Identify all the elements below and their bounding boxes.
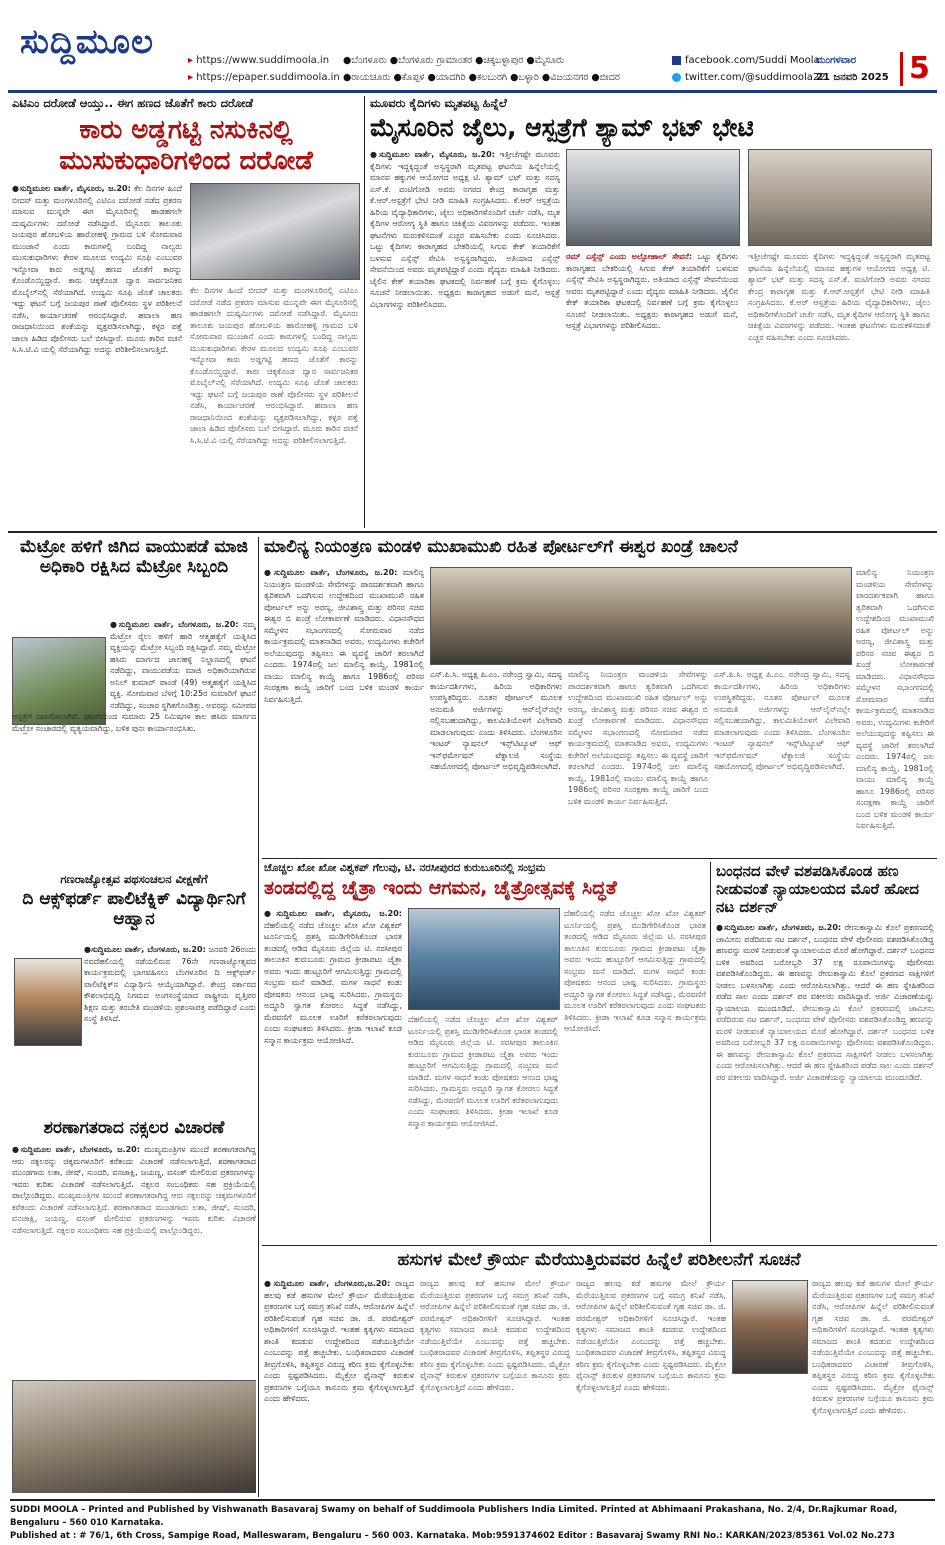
row-divider bbox=[262, 858, 937, 859]
story-headline: ಶರಣಾಗತರಾದ ನಕ್ಸಲರ ವಿಚಾರಣೆ bbox=[43, 1118, 225, 1138]
column-divider bbox=[710, 862, 711, 1242]
dateline bbox=[816, 52, 889, 86]
story-body: ●ಸುದ್ದಿಮೂಲ ವಾರ್ತೆ, ಬೆಂಗಳೂರು, ಜ.20: ಮುಖ್ಯಮಂತ್ರಿಗಳ ಮುಂದೆ ಶರಣಾಗತರಾಗಿದ್ದ ಆರು ನಕ್ಸಲರನ್ನು ಚಿಕ್ಕಮಗಳೂರಿಗೆ ಕರೆತಂದು ವಿಚಾರಣೆ ನಡೆಸಲಾಗುತ್ತಿದೆ. ಶರಣಾಗತರಾದ ಮುಂಡಗಾರು ಲತಾ, ಜೀಷ್, ಸುಂದರಿ, ವನಜಾಕ್ಷಿ, ಜಯಣ್ಣ, ವಸಂತ್ ಮೇಲಿರುವ ಪ್ರಕರಣಗಳನ್ನು ಇವರು ಕುರಿತು ವಿಚಾರಣೆ ನಡೆಸಲಾಗುತ್ತಿದೆ. ನಕ್ಸಲರ ಸಂಬಂಧಿಕರು ಸಹ ಪ್ರಕ್ರಿಯೆಯಲ್ಲಿ ಪಾಲ್ಗೊಂಡಿದ್ದರು. ಮುಖ್ಯಮಂತ್ರಿಗಳ ಮುಂದೆ ಶರಣಾಗತರಾಗಿದ್ದ ಆರು ನಕ್ಸಲರನ್ನು ಚಿಕ್ಕಮಗಳೂರಿಗೆ ಕರೆತಂದು ವಿಚಾರಣೆ ನಡೆಸಲಾಗುತ್ತಿದೆ. ಶರಣಾಗತರಾದ ಮುಂಡಗಾರು ಲತಾ, ಜೀಷ್, ಸುಂದರಿ, ವನಜಾಕ್ಷಿ, ಜಯಣ್ಣ, ವಸಂತ್ ಮೇಲಿರುವ ಪ್ರಕರಣಗಳನ್ನು ಇವರು ಕುರಿತು ವಿಚಾರಣೆ ನಡೆಸಲಾಗುತ್ತಿದೆ. ನಕ್ಸಲರ ಸಂಬಂಧಿಕರು ಸಹ ಪ್ರಕ್ರಿಯೆಯಲ್ಲಿ ಪಾಲ್ಗೊಂಡಿದ್ದರು. bbox=[12, 1145, 256, 1235]
car-photo bbox=[190, 183, 360, 280]
story-byline: ●ಸುದ್ದಿಮೂಲ ವಾರ್ತೆ, ಬೆಂಗಳೂರು, ಜ.20: bbox=[264, 568, 398, 577]
edition-sections bbox=[343, 52, 620, 86]
column-divider bbox=[364, 96, 365, 528]
story-body: ●ಸುದ್ದಿಮೂಲ ವಾರ್ತೆ, ಬೆಂಗಳೂರು, ಜ.20: ರೇಣುಕಾಸ್ವಾಮಿ ಕೊಲೆ ಪ್ರಕರಣದಲ್ಲಿ ಜಾಮೀನು ಪಡೆದಿರುವ ನಟ ದರ್ಶನ್, ಬಂಧನದ ವೇಳೆ ಪೊಲೀಸರು ವಶಪಡಿಸಿಕೊಂಡಿದ್ದ ಹಣವನ್ನು ಮರಳಿ ನೀಡುವಂತೆ ನ್ಯಾಯಾಲಯದ ಮೊರೆ ಹೋಗಿದ್ದಾರೆ. ದರ್ಶನ್ ಬಂಧನದ ಬಳಿಕ ಅವರಿಂದ ಬರೋಬ್ಬರಿ 37 ಲಕ್ಷ ರೂಪಾಯಿಗಳನ್ನು ಪೊಲೀಸರು ವಶಪಡಿಸಿಕೊಂಡಿದ್ದರು. ಈ ಹಣವನ್ನು ರೇಣುಕಾಸ್ವಾಮಿ ಕೊಲೆ ಪ್ರಕರಣದ ಸಾಕ್ಷಿಗಳಿಗೆ ನೀಡಲು ಬಳಸಲಾಗಿತ್ತು ಎಂದು ಆರೋಪಿಸಲಾಗಿತ್ತು. ಆದರೆ ಈ ಹಣ ಸ್ನೇಹಿತರಿಂದ ಪಡೆದ ಸಾಲ ಎಂದು ದರ್ಶನ್ ಪರ ವಕೀಲರು ವಾದಿಸಿದ್ದಾರೆ. ಅರ್ಜಿ ವಿಚಾರಣೆಯನ್ನು ನ್ಯಾಯಾಲಯ ಮುಂದೂಡಿದೆ. ರೇಣುಕಾಸ್ವಾಮಿ ಕೊಲೆ ಪ್ರಕರಣದಲ್ಲಿ ಜಾಮೀನು ಪಡೆದಿರುವ ನಟ ದರ್ಶನ್, ಬಂಧನದ ವೇಳೆ ಪೊಲೀಸರು ವಶಪಡಿಸಿಕೊಂಡಿದ್ದ ಹಣವನ್ನು ಮರಳಿ ನೀಡುವಂತೆ ನ್ಯಾಯಾಲಯದ ಮೊರೆ ಹೋಗಿದ್ದಾರೆ. ದರ್ಶನ್ ಬಂಧನದ ಬಳಿಕ ಅವರಿಂದ ಬರೋಬ್ಬರಿ 37 ಲಕ್ಷ ರೂಪಾಯಿಗಳನ್ನು ಪೊಲೀಸರು ವಶಪಡಿಸಿಕೊಂಡಿದ್ದರು. ಈ ಹಣವನ್ನು ರೇಣುಕಾಸ್ವಾಮಿ ಕೊಲೆ ಪ್ರಕರಣದ ಸಾಕ್ಷಿಗಳಿಗೆ ನೀಡಲು ಬಳಸಲಾಗಿತ್ತು ಎಂದು ಆರೋಪಿಸಲಾಗಿತ್ತು. ಆದರೆ ಈ ಹಣ ಸ್ನೇಹಿತರಿಂದ ಪಡೆದ ಸಾಲ ಎಂದು ದರ್ಶನ್ ಪರ ವಕೀಲರು ವಾದಿಸಿದ್ದಾರೆ. ಅರ್ಜಿ ವಿಚಾರಣೆಯನ್ನು ನ್ಯಾಯಾಲಯ ಮುಂದೂಡಿದೆ. bbox=[716, 923, 934, 1082]
story-headline: ಕಾರು ಅಡ್ಡಗಟ್ಟಿ ನಸುಕಿನಲ್ಲಿ ಮುಸುಕುಧಾರಿಗಳಿಂದ ದರೋಡೆ bbox=[59, 115, 313, 177]
weekday: ಮಂಗಳವಾರ bbox=[816, 55, 857, 66]
story-body-3: ರಾಜ್ಯದ ಹಲವು ಕಡೆ ಹಸುಗಳ ಮೇಲೆ ಕ್ರೌರ್ಯ ಮೆರೆಯುತ್ತಿರುವ ಪ್ರಕರಣಗಳ ಬಗ್ಗೆ ಸಮಗ್ರ ತನಿಖೆ ನಡೆಸಿ, ಆರೋಪಿಗಳ ಹಿನ್ನೆಲೆ ಪರಿಶೀಲಿಸುವಂತೆ ಗೃಹ ಸಚಿವ ಡಾ. ಜಿ. ಪರಮೇಶ್ವರ್ ಅಧಿಕಾರಿಗಳಿಗೆ ಸೂಚಿಸಿದ್ದಾರೆ. ಇಂತಹ ಕೃತ್ಯಗಳು ಸಮಾಜದ ಶಾಂತಿ ಕದಡುವ ಉದ್ದೇಶದಿಂದ ನಡೆಯುತ್ತಿವೆಯೇ ಎಂಬುದನ್ನು ಪತ್ತೆ ಹಚ್ಚಬೇಕು. ಬಂಧಿತರಾದವರ ವಿಚಾರಣೆ ತೀವ್ರಗೊಳಿಸಿ, ತಪ್ಪಿತಸ್ಥರ ವಿರುದ್ಧ ಕಠಿಣ ಕ್ರಮ ಕೈಗೊಳ್ಳಬೇಕು ಎಂದು ಸ್ಪಷ್ಟಪಡಿಸಿದರು. ಮೈಕ್ರೋ ಫೈನಾನ್ಸ್ ಕಿರುಕುಳ ಪ್ರಕರಣಗಳ ಬಗ್ಗೆಯೂ ಕಾನೂನು ಕ್ರಮ ಕೈಗೊಳ್ಳಲಾಗುತ್ತಿದೆ ಎಂದು ಹೇಳಿದರು. bbox=[576, 1279, 726, 1392]
story-body bbox=[12, 619, 256, 867]
story-body-5: ಮಾಲಿನ್ಯ ನಿಯಂತ್ರಣ ಮಂಡಳಿಯ ಸೇವೆಗಳನ್ನು ಪಾರದರ್ಶಕವಾಗಿ ಹಾಗೂ ತ್ವರಿತವಾಗಿ ಒದಗಿಸುವ ಉದ್ದೇಶದಿಂದ ಮುಖಾಮುಖಿ ರಹಿತ ಪೋರ್ಟಲ್ ಅನ್ನು ಅರಣ್ಯ, ಜೀವಿಶಾಸ್ತ್ರ ಮತ್ತು ಪರಿಸರ ಸಚಿವ ಈಶ್ವರ ಬಿ ಖಂಡ್ರೆ ಲೋಕಾರ್ಪಣೆ ಮಾಡಿದರು. ವಿಧಾನಸೌಧದ ಸಮ್ಮೇಳನ ಸಭಾಂಗಣದಲ್ಲಿ ಸೋಮವಾರ ನಡೆದ ಕಾರ್ಯಕ್ರಮದಲ್ಲಿ ಮಾತನಾಡಿದ ಅವರು, ಉದ್ಯಮಿಗಳು ಕಚೇರಿಗೆ ಅಲೆಯುವುದನ್ನು ತಪ್ಪಿಸಲು ಈ ವ್ಯವಸ್ಥೆ ಜಾರಿಗೆ ತರಲಾಗಿದೆ ಎಂದರು. 1974ರಲ್ಲಿ ಜಲ ಮಾಲಿನ್ಯ ಕಾಯ್ದೆ, 1981ರಲ್ಲಿ ವಾಯು ಮಾಲಿನ್ಯ ಕಾಯ್ದೆ ಹಾಗೂ 1986ರಲ್ಲಿ ಪರಿಸರ ಸಂರಕ್ಷಣಾ ಕಾಯ್ದೆ ಜಾರಿಗೆ ಬಂದ ಬಳಿಕ ಮಂಡಳಿ ಕಾರ್ಯ ನಿರ್ವಹಿಸುತ್ತಿದೆ. bbox=[856, 568, 934, 830]
story-kicker: ಚೊಚ್ಚಲ ಖೋ ಖೋ ವಿಶ್ವಕಪ್ ಗೆಲುವು, ಟಿ. ನರಸೀಪುರದ ಕುರುಬೂರಿನಲ್ಲಿ ಸಂಭ್ರಮ bbox=[264, 862, 546, 874]
date: 21 ಜನವರಿ 2025 bbox=[816, 72, 889, 83]
facebook-icon bbox=[672, 56, 681, 65]
story-metro-rescue bbox=[12, 537, 256, 867]
story-byline: ●ಸುದ್ದಿಮೂಲ ವಾರ್ತೆ, ಮೈಸೂರು, ಜ.20: bbox=[12, 184, 131, 194]
jail-visit-photo bbox=[566, 149, 740, 246]
story-oxford-polytechnic bbox=[12, 872, 256, 1112]
story-body-2: ರಾಜ್ಯದ ಹಲವು ಕಡೆ ಹಸುಗಳ ಮೇಲೆ ಕ್ರೌರ್ಯ ಮೆರೆಯುತ್ತಿರುವ ಪ್ರಕರಣಗಳ ಬಗ್ಗೆ ಸಮಗ್ರ ತನಿಖೆ ನಡೆಸಿ, ಆರೋಪಿಗಳ ಹಿನ್ನೆಲೆ ಪರಿಶೀಲಿಸುವಂತೆ ಗೃಹ ಸಚಿವ ಡಾ. ಜಿ. ಪರಮೇಶ್ವರ್ ಅಧಿಕಾರಿಗಳಿಗೆ ಸೂಚಿಸಿದ್ದಾರೆ. ಇಂತಹ ಕೃತ್ಯಗಳು ಸಮಾಜದ ಶಾಂತಿ ಕದಡುವ ಉದ್ದೇಶದಿಂದ ನಡೆಯುತ್ತಿವೆಯೇ ಎಂಬುದನ್ನು ಪತ್ತೆ ಹಚ್ಚಬೇಕು. ಬಂಧಿತರಾದವರ ವಿಚಾರಣೆ ತೀವ್ರಗೊಳಿಸಿ, ತಪ್ಪಿತಸ್ಥರ ವಿರುದ್ಧ ಕಠಿಣ ಕ್ರಮ ಕೈಗೊಳ್ಳಬೇಕು ಎಂದು ಸ್ಪಷ್ಟಪಡಿಸಿದರು. ಮೈಕ್ರೋ ಫೈನಾನ್ಸ್ ಕಿರುಕುಳ ಪ್ರಕರಣಗಳ ಬಗ್ಗೆಯೂ ಕಾನೂನು ಕ್ರಮ ಕೈಗೊಳ್ಳಲಾಗುತ್ತಿದೆ ಎಂದು ಹೇಳಿದರು. bbox=[420, 1279, 570, 1392]
story-body-3: ದೆಹಲಿಯಲ್ಲಿ ನಡೆದ ಚೊಚ್ಚಲ ಖೋ ಖೋ ವಿಶ್ವಕಪ್ ಟೂರ್ನಿಯಲ್ಲಿ ಪ್ರಶಸ್ತಿ ಮುಡಿಗೇರಿಸಿಕೊಂಡ ಭಾರತ ತಂಡದಲ್ಲಿ ಆಡಿದ ಮೈಸೂರು ಜಿಲ್ಲೆಯ ಟಿ. ನರಸೀಪುರ ತಾಲೂಕಿನ ಕುರುಬೂರು ಗ್ರಾಮದ ಕ್ರೀಡಾಪಟು ಚೈತ್ರಾ ಅವರು ಇಂದು ಹುಟ್ಟೂರಿಗೆ ಆಗಮಿಸುತ್ತಿದ್ದು ಗ್ರಾಮದಲ್ಲಿ ಸಂಭ್ರಮ ಮನೆ ಮಾಡಿದೆ. ಮಗಳ ಸಾಧನೆ ಕಂಡು ಪೋಷಕರು ಆನಂದ ಭಾಷ್ಪ ಸುರಿಸಿದರು. ಗ್ರಾಮಸ್ಥರು ಅದ್ಧೂರಿ ಸ್ವಾಗತ ಕೋರಲು ಸಿದ್ಧತೆ ನಡೆಸಿದ್ದು, ಮೆರವಣಿಗೆ ಮೂಲಕ ಊರಿಗೆ ಕರೆತರಲಾಗುವುದು ಎಂದು ಸಂಘಟಕರು ತಿಳಿಸಿದರು. ಕ್ರೀಡಾ ಇಲಾಖೆ ಕೂಡ ಸನ್ಮಾನ ಕಾರ್ಯಕ್ರಮ ಆಯೋಜಿಸಿದೆ. bbox=[564, 909, 706, 1033]
website-links bbox=[188, 52, 340, 86]
story-naxal-surrender bbox=[12, 1118, 256, 1493]
imprint-line-1: SUDDI MOOLA – Printed and Published by Vishwanath Basavaraj Swamy on behalf of Suddimoola Publishers India Limited. Printed at Abhimaani Prakashana, No. 2/4, Dr.Rajkumar Road, Bengaluru – 560 010 Karnataka. bbox=[10, 1505, 898, 1528]
subhead: ರಮ್ ಎಸ್ಸೆನ್ಸ್ ಎಂದು ಅಲ್ಪೋಹಾಲ್ ಸೇವನೆ: bbox=[566, 252, 693, 261]
story-continuation: ಕೆಲ ದಿನಗಳ ಹಿಂದೆ ಬೀದರ್ ಮತ್ತು ಮಂಗಳೂರಿನಲ್ಲಿ ಎಟಿಎಂ ದರೋಡೆ ನಡೆದ ಪ್ರಕರಣ ಮಾಸುವ ಮುನ್ನವೇ ಈಗ ಮೈಸೂರಿನಲ್ಲಿ ಹಾಡಹಗಲೇ ದುಷ್ಕರ್ಮಿಗಳು ದರೋಡೆ ನಡೆಸಿದ್ದಾರೆ. ಮೈಸೂರು ತಾಲೂಕು ಜಯಪುರ ಹೋಬಳಿಯ ಹಾರೋಹಳ್ಳಿ ಗ್ರಾಮದ ಬಳಿ ಸೋಮವಾರ ಮುಂಜಾನೆ ಎಂದು ಕಾರುಗಳಲ್ಲಿ ಬಂದಿದ್ದ ನಾಲ್ವರು ಮುಸುಕುಧಾರಿಗಳು ಕೇರಳ ಮೂಲದ ಉದ್ಯಮಿ ಸೂಫಿ ಎಂಬುವರ ಇನ್ನೋವಾ ಕಾರು ಅಡ್ಡಗಟ್ಟಿ ಹಣದ ಜೊತೆಗೆ ಕಾರನ್ನು ಕೊಂಡೊಯ್ದಿದ್ದಾರೆ. ಕಾರು ಚಿಕ್ಕಕೊಂಡ ದ್ವಾರ ಸಾರ್ವಜನಿಕರ ಮೊಬೈಲ್‌ನಲ್ಲಿ ಸೆರೆಯಾಗಿದೆ. ಉದ್ಯಮಿ ಸೂಫಿ ಜೊತೆ ಚಾಲಕರು ಇದ್ದು ಘಟನೆ ಬಗ್ಗೆ ಜಯಪುರ ಠಾಣೆ ಪೊಲೀಸರು ಸ್ಥಳ ಪರಿಶೀಲನೆ ನಡೆಸಿ, ಕಾರ್ಯಾಚರಣೆ ಆರಂಭಿಸಿದ್ದಾರೆ. ಹವಾಲಾ ಹಣ ರಾಜಧಾನಿಯಿಂದ ಶಂಕೆಯನ್ನು ವ್ಯಕ್ತಪಡಿಸಲಾಗಿದ್ದು, ಕಳ್ಳರ ಪತ್ತೆ ಜಾಲಾ ಹಿಡಿದ ಪೊಲೀಸರು ಬಲೆ ಬೀಸಿದ್ದಾರೆ. ಮೂರು ಕಾರಿನ ರಚನೆ ಸಿ.ಸಿ.ಟಿ.ವಿ ಯಲ್ಲಿ ಸೆರೆಯಾಗಿದ್ದು ಅದನ್ನು ಪರಿಶೀಲಿಸಲಾಗುತ್ತಿದೆ. bbox=[190, 286, 358, 445]
story-body-2: ದೆಹಲಿಯಲ್ಲಿ ನಡೆದ ಚೊಚ್ಚಲ ಖೋ ಖೋ ವಿಶ್ವಕಪ್ ಟೂರ್ನಿಯಲ್ಲಿ ಪ್ರಶಸ್ತಿ ಮುಡಿಗೇರಿಸಿಕೊಂಡ ಭಾರತ ತಂಡದಲ್ಲಿ ಆಡಿದ ಮೈಸೂರು ಜಿಲ್ಲೆಯ ಟಿ. ನರಸೀಪುರ ತಾಲೂಕಿನ ಕುರುಬೂರು ಗ್ರಾಮದ ಕ್ರೀಡಾಪಟು ಚೈತ್ರಾ ಅವರು ಇಂದು ಹುಟ್ಟೂರಿಗೆ ಆಗಮಿಸುತ್ತಿದ್ದು ಗ್ರಾಮದಲ್ಲಿ ಸಂಭ್ರಮ ಮನೆ ಮಾಡಿದೆ. ಮಗಳ ಸಾಧನೆ ಕಂಡು ಪೋಷಕರು ಆನಂದ ಭಾಷ್ಪ ಸುರಿಸಿದರು. ಗ್ರಾಮಸ್ಥರು ಅದ್ಧೂರಿ ಸ್ವಾಗತ ಕೋರಲು ಸಿದ್ಧತೆ ನಡೆಸಿದ್ದು, ಮೆರವಣಿಗೆ ಮೂಲಕ ಊರಿಗೆ ಕರೆತರಲಾಗುವುದು ಎಂದು ಸಂಘಟಕರು ತಿಳಿಸಿದರು. ಕ್ರೀಡಾ ಇಲಾಖೆ ಕೂಡ ಸನ್ಮಾನ ಕಾರ್ಯಕ್ರಮ ಆಯೋಜಿಸಿದೆ. bbox=[408, 1015, 558, 1128]
story-body-4: ಎಸ್.ಪಿ.ಸಿ. ಅಧ್ಯಕ್ಷ ಪಿ.ಎಂ. ನರೇಂದ್ರ ಸ್ವಾಮಿ, ಸದಸ್ಯ ಕಾರ್ಯದರ್ಶಿಗಳು, ಹಿರಿಯ ಅಧಿಕಾರಿಗಳು ಉಪಸ್ಥಿತರಿದ್ದರು. ನೂತನ ಪೋರ್ಟಲ್ ಮೂಲಕ ಅನುಮತಿ ಅರ್ಜಿಗಳನ್ನು ಆನ್‌ಲೈನ್‌ನಲ್ಲೇ ಸಲ್ಲಿಸಬಹುದಾಗಿದ್ದು, ಕಾಲಮಿತಿಯೊಳಗೆ ವಿಲೇವಾರಿ ಮಾಡಲಾಗುವುದು ಎಂದು ತಿಳಿಸಿದರು. ಬೆಂಗಳೂರಿನ ಇಂಟರ್ ನ್ಯಾಷನಲ್ ಇನ್ಸ್‌ಟಿಟ್ಯೂಟ್ ಆಫ್ ಇನ್‌ಫರ್ಮೇಷನ್ ಟೆಕ್ನಾಲಜಿ ಸಂಸ್ಥೆಯ ಸಹಯೋಗದಲ್ಲಿ ಪೋರ್ಟಲ್ ಅಭಿವೃದ್ಧಿಪಡಿಸಲಾಗಿದೆ. bbox=[714, 670, 850, 771]
story-body bbox=[264, 1278, 414, 1496]
naxal-photo bbox=[12, 1380, 256, 1493]
story-byline: ●ಸುದ್ದಿಮೂಲ ವಾರ್ತೆ, ಬೆಂಗಳೂರು, ಜ.20: bbox=[12, 1145, 140, 1155]
story-chaitra-kho-kho bbox=[264, 862, 706, 1242]
page-number: 5 bbox=[900, 52, 930, 86]
story-body bbox=[264, 908, 402, 1242]
column-divider bbox=[258, 537, 259, 1497]
story-text: ಮುಖ್ಯಮಂತ್ರಿಗಳ ಮುಂದೆ ಶರಣಾಗತರಾಗಿದ್ದ ಆರು ನಕ್ಸಲರನ್ನು ಚಿಕ್ಕಮಗಳೂರಿಗೆ ಕರೆತಂದು ವಿಚಾರಣೆ ನಡೆಸಲಾಗುತ್ತಿದೆ. ಶರಣಾಗತರಾದ ಮುಂಡಗಾರು ಲತಾ, ಜೀಷ್, ಸುಂದರಿ, ವನಜಾಕ್ಷಿ, ಜಯಣ್ಣ, ವಸಂತ್ ಮೇಲಿರುವ ಪ್ರಕರಣಗಳನ್ನು ಇವರು ಕುರಿತು ವಿಚಾರಣೆ ನಡೆಸಲಾಗುತ್ತಿದೆ. ನಕ್ಸಲರ ಸಂಬಂಧಿಕರು ಸಹ ಪ್ರಕ್ರಿಯೆಯಲ್ಲಿ ಪಾಲ್ಗೊಂಡಿದ್ದರು. bbox=[12, 1145, 256, 1201]
twitter-icon bbox=[672, 73, 681, 82]
story-byline: ●ಸುದ್ದಿಮೂಲ ವಾರ್ತೆ, ಬೆಂಗಳೂರು,ಜ.20: bbox=[264, 1279, 391, 1288]
story-byline: ●ಸುದ್ದಿಮೂಲ ವಾರ್ತೆ, ಮೈಸೂರು, ಜ.20: bbox=[264, 909, 402, 918]
story-text: ನಮ್ಮ ಮೆಟ್ರೋ ರೈಲು ಹಳಿಗೆ ಹಾರಿ ಆತ್ಮಹತ್ಯೆಗೆ ಯತ್ನಿಸಿದ ವ್ಯಕ್ತಿಯನ್ನು ಮೆಟ್ರೋ ಸಿಬ್ಬಂದಿ ರಕ್ಷಿಸಿದ್ದಾರೆ. ನಮ್ಮ ಮೆಟ್ರೋ ಹಸಿರು ಮಾರ್ಗದ ಜಾಲಹಳ್ಳಿ ನಿಲ್ದಾಣದಲ್ಲಿ ಘಟನೆ ನಡೆದಿದ್ದು, ವಾಯುಪಡೆಯ ಮಾಜಿ ಅಧಿಕಾರಿಯಾಗಿರುವ ಅನಿಲ್ ಕುಮಾರ್ ಪಾಂಡೆ (49) ಆತ್ಮಹತ್ಯೆಗೆ ಯತ್ನಿಸಿದ ವ್ಯಕ್ತಿ. ಸೋಮವಾರ ಬೆಳಗ್ಗೆ 10:25ರ ಸುಮಾರಿಗೆ ಘಟನೆ ನಡೆದಿದ್ದು, ಸಂಚಾರ ಸ್ಥಗಿತಗೊಂಡಿತ್ತು. ಅವರನ್ನು ಸಮೀಪದ ಆಸ್ಪತ್ರೆಗೆ ದಾಖಲಿಸಲಾಗಿದೆ. ಘಟನೆಯಿಂದ ಸುಮಾರು 25 ನಿಮಿಷಗಳ ಕಾಲ ಹಸಿರು ಮಾರ್ಗದ ಮೆಟ್ರೋ ಸಂಚಾರದಲ್ಲಿ ವ್ಯತ್ಯಯವಾಗಿದ್ದು, ಬಳಿಕ ಪುನಃ ಕಾರ್ಯಾರಂಭಿಸಿತು. bbox=[12, 620, 256, 733]
twitter-link[interactable]: twitter.com/@suddimoola22 bbox=[685, 72, 826, 83]
row-divider bbox=[262, 1245, 937, 1246]
story-byline: ●ಸುದ್ದಿಮೂಲ ವಾರ್ತೆ, ಬೆಂಗಳೂರು, ಜ.20: bbox=[84, 945, 206, 954]
minister-photo bbox=[732, 1280, 808, 1374]
sections-row-2: ●ರಾಯಚೂರು ●ಕೊಪ್ಪಳ ●ಯಾದಗಿರಿ ●ಕಲಬುರಗಿ ●ಬಳ್ಳಾರಿ ●ವಿಜಯನಗರ ●ಬೀದರ bbox=[343, 72, 620, 83]
story-text: ದೆಹಲಿಯಲ್ಲಿ ನಡೆದ ಚೊಚ್ಚಲ ಖೋ ಖೋ ವಿಶ್ವಕಪ್ ಟೂರ್ನಿಯಲ್ಲಿ ಪ್ರಶಸ್ತಿ ಮುಡಿಗೇರಿಸಿಕೊಂಡ ಭಾರತ ತಂಡದಲ್ಲಿ ಆಡಿದ ಮೈಸೂರು ಜಿಲ್ಲೆಯ ಟಿ. ನರಸೀಪುರ ತಾಲೂಕಿನ ಕುರುಬೂರು ಗ್ರಾಮದ ಕ್ರೀಡಾಪಟು ಚೈತ್ರಾ ಅವರು ಇಂದು ಹುಟ್ಟೂರಿಗೆ ಆಗಮಿಸುತ್ತಿದ್ದು ಗ್ರಾಮದಲ್ಲಿ ಸಂಭ್ರಮ ಮನೆ ಮಾಡಿದೆ. ಮಗಳ ಸಾಧನೆ ಕಂಡು ಪೋಷಕರು ಆನಂದ ಭಾಷ್ಪ ಸುರಿಸಿದರು. ಗ್ರಾಮಸ್ಥರು ಅದ್ಧೂರಿ ಸ್ವಾಗತ ಕೋರಲು ಸಿದ್ಧತೆ ನಡೆಸಿದ್ದು, ಮೆರವಣಿಗೆ ಮೂಲಕ ಊರಿಗೆ ಕರೆತರಲಾಗುವುದು ಎಂದು ಸಂಘಟಕರು ತಿಳಿಸಿದರು. ಕ್ರೀಡಾ ಇಲಾಖೆ ಕೂಡ ಸನ್ಮಾನ ಕಾರ್ಯಕ್ರಮ ಆಯೋಜಿಸಿದೆ. bbox=[264, 920, 402, 1045]
story-byline: ●ಸುದ್ದಿಮೂಲ ವಾರ್ತೆ, ಬೆಂಗಳೂರು, ಜ.20: bbox=[716, 923, 842, 932]
sections-row-1: ●ಬೆಂಗಳೂರು ●ಬೆಂಗಳೂರು ಗ್ರಾಮಾಂತರ ●ಚಿಕ್ಕಬಳ್ಳಾಪುರ ●ಮೈಸೂರು bbox=[343, 55, 565, 66]
epaper-link[interactable]: ▸ https://epaper.suddimoola.in bbox=[188, 69, 340, 86]
newspaper-logo: ಸುದ್ದಿಮೂಲ bbox=[20, 22, 154, 62]
story-byline: ●ಸುದ್ದಿಮೂಲ ವಾರ್ತೆ, ಮೈಸೂರು, ಜ.20: bbox=[370, 150, 495, 159]
story-body-2: ಎಸ್.ಪಿ.ಸಿ. ಅಧ್ಯಕ್ಷ ಪಿ.ಎಂ. ನರೇಂದ್ರ ಸ್ವಾಮಿ, ಸದಸ್ಯ ಕಾರ್ಯದರ್ಶಿಗಳು, ಹಿರಿಯ ಅಧಿಕಾರಿಗಳು ಉಪಸ್ಥಿತರಿದ್ದರು. ನೂತನ ಪೋರ್ಟಲ್ ಮೂಲಕ ಅನುಮತಿ ಅರ್ಜಿಗಳನ್ನು ಆನ್‌ಲೈನ್‌ನಲ್ಲೇ ಸಲ್ಲಿಸಬಹುದಾಗಿದ್ದು, ಕಾಲಮಿತಿಯೊಳಗೆ ವಿಲೇವಾರಿ ಮಾಡಲಾಗುವುದು ಎಂದು ತಿಳಿಸಿದರು. ಬೆಂಗಳೂರಿನ ಇಂಟರ್ ನ್ಯಾಷನಲ್ ಇನ್ಸ್‌ಟಿಟ್ಯೂಟ್ ಆಫ್ ಇನ್‌ಫರ್ಮೇಷನ್ ಟೆಕ್ನಾಲಜಿ ಸಂಸ್ಥೆಯ ಸಹಯೋಗದಲ್ಲಿ ಪೋರ್ಟಲ್ ಅಭಿವೃದ್ಧಿಪಡಿಸಲಾಗಿದೆ. bbox=[430, 670, 562, 771]
facebook-link[interactable]: facebook.com/Suddi Moola bbox=[685, 55, 820, 66]
website-link[interactable]: ▸ https://www.suddimoola.in bbox=[188, 52, 340, 69]
story-kicker: ಮೂವರು ಕೈದಿಗಳು ಮೃತಪಟ್ಟ ಹಿನ್ನೆಲೆ bbox=[370, 96, 507, 110]
hospital-visit-photo bbox=[748, 149, 932, 246]
story-jail-visit bbox=[370, 96, 934, 528]
story-headline: ತಂಡದಲ್ಲಿದ್ದ ಚೈತ್ರಾ ಇಂದು ಆಗಮನ, ಚೈತ್ರೋತ್ಸವಕ್ಕೆ ಸಿದ್ಧತೆ bbox=[264, 877, 617, 899]
story-body-3: ಮಾಲಿನ್ಯ ನಿಯಂತ್ರಣ ಮಂಡಳಿಯ ಸೇವೆಗಳನ್ನು ಪಾರದರ್ಶಕವಾಗಿ ಹಾಗೂ ತ್ವರಿತವಾಗಿ ಒದಗಿಸುವ ಉದ್ದೇಶದಿಂದ ಮುಖಾಮುಖಿ ರಹಿತ ಪೋರ್ಟಲ್ ಅನ್ನು ಅರಣ್ಯ, ಜೀವಿಶಾಸ್ತ್ರ ಮತ್ತು ಪರಿಸರ ಸಚಿವ ಈಶ್ವರ ಬಿ ಖಂಡ್ರೆ ಲೋಕಾರ್ಪಣೆ ಮಾಡಿದರು. ವಿಧಾನಸೌಧದ ಸಮ್ಮೇಳನ ಸಭಾಂಗಣದಲ್ಲಿ ಸೋಮವಾರ ನಡೆದ ಕಾರ್ಯಕ್ರಮದಲ್ಲಿ ಮಾತನಾಡಿದ ಅವರು, ಉದ್ಯಮಿಗಳು ಕಚೇರಿಗೆ ಅಲೆಯುವುದನ್ನು ತಪ್ಪಿಸಲು ಈ ವ್ಯವಸ್ಥೆ ಜಾರಿಗೆ ತರಲಾಗಿದೆ ಎಂದರು. 1974ರಲ್ಲಿ ಜಲ ಮಾಲಿನ್ಯ ಕಾಯ್ದೆ, 1981ರಲ್ಲಿ ವಾಯು ಮಾಲಿನ್ಯ ಕಾಯ್ದೆ ಹಾಗೂ 1986ರಲ್ಲಿ ಪರಿಸರ ಸಂರಕ್ಷಣಾ ಕಾಯ್ದೆ ಜಾರಿಗೆ ಬಂದ ಬಳಿಕ ಮಂಡಳಿ ಕಾರ್ಯ ನಿರ್ವಹಿಸುತ್ತಿದೆ. bbox=[568, 670, 708, 806]
story-headline: ಬಂಧನದ ವೇಳೆ ವಶಪಡಿಸಿಕೊಂಡ ಹಣ ನೀಡುವಂತೆ ನ್ಯಾಯಾಲಯದ ಮೊರೆ ಹೋದ ನಟ ದರ್ಶನ್ bbox=[716, 862, 919, 916]
story-body-4: ರಾಜ್ಯದ ಹಲವು ಕಡೆ ಹಸುಗಳ ಮೇಲೆ ಕ್ರೌರ್ಯ ಮೆರೆಯುತ್ತಿರುವ ಪ್ರಕರಣಗಳ ಬಗ್ಗೆ ಸಮಗ್ರ ತನಿಖೆ ನಡೆಸಿ, ಆರೋಪಿಗಳ ಹಿನ್ನೆಲೆ ಪರಿಶೀಲಿಸುವಂತೆ ಗೃಹ ಸಚಿವ ಡಾ. ಜಿ. ಪರಮೇಶ್ವರ್ ಅಧಿಕಾರಿಗಳಿಗೆ ಸೂಚಿಸಿದ್ದಾರೆ. ಇಂತಹ ಕೃತ್ಯಗಳು ಸಮಾಜದ ಶಾಂತಿ ಕದಡುವ ಉದ್ದೇಶದಿಂದ ನಡೆಯುತ್ತಿವೆಯೇ ಎಂಬುದನ್ನು ಪತ್ತೆ ಹಚ್ಚಬೇಕು. ಬಂಧಿತರಾದವರ ವಿಚಾರಣೆ ತೀವ್ರಗೊಳಿಸಿ, ತಪ್ಪಿತಸ್ಥರ ವಿರುದ್ಧ ಕಠಿಣ ಕ್ರಮ ಕೈಗೊಳ್ಳಬೇಕು ಎಂದು ಸ್ಪಷ್ಟಪಡಿಸಿದರು. ಮೈಕ್ರೋ ಫೈನಾನ್ಸ್ ಕಿರುಕುಳ ಪ್ರಕರಣಗಳ ಬಗ್ಗೆಯೂ ಕಾನೂನು ಕ್ರಮ ಕೈಗೊಳ್ಳಲಾಗುತ್ತಿದೆ ಎಂದು ಹೇಳಿದರು. bbox=[812, 1279, 934, 1415]
story-headline: ದಿ ಆಕ್ಸ್‌ಫರ್ಡ್ ಪಾಲಿಟೆಕ್ನಿಕ್ ವಿದ್ಯಾರ್ಥಿನಿಗೆ ಆಹ್ವಾನ bbox=[22, 889, 246, 930]
kho-kho-photo bbox=[408, 908, 560, 1010]
story-text: ಕೆಲ ದಿನಗಳ ಹಿಂದೆ ಬೀದರ್ ಮತ್ತು ಮಂಗಳೂರಿನಲ್ಲಿ ಎಟಿಎಂ ದರೋಡೆ ನಡೆದ ಪ್ರಕರಣ ಮಾಸುವ ಮುನ್ನವೇ ಈಗ ಮೈಸೂರಿನಲ್ಲಿ ಹಾಡಹಗಲೇ ದುಷ್ಕರ್ಮಿಗಳು ದರೋಡೆ ನಡೆಸಿದ್ದಾರೆ. ಮೈಸೂರು ತಾಲೂಕು ಜಯಪುರ ಹೋಬಳಿಯ ಹಾರೋಹಳ್ಳಿ ಗ್ರಾಮದ ಬಳಿ ಸೋಮವಾರ ಮುಂಜಾನೆ ಎಂದು ಕಾರುಗಳಲ್ಲಿ ಬಂದಿದ್ದ ನಾಲ್ವರು ಮುಸುಕುಧಾರಿಗಳು ಕೇರಳ ಮೂಲದ ಉದ್ಯಮಿ ಸೂಫಿ ಎಂಬುವರ ಇನ್ನೋವಾ ಕಾರು ಅಡ್ಡಗಟ್ಟಿ ಹಣದ ಜೊತೆಗೆ ಕಾರನ್ನು ಕೊಂಡೊಯ್ದಿದ್ದಾರೆ. ಕಾರು ಚಿಕ್ಕಕೊಂಡ ದ್ವಾರ ಸಾರ್ವಜನಿಕರ ಮೊಬೈಲ್‌ನಲ್ಲಿ ಸೆರೆಯಾಗಿದೆ. ಉದ್ಯಮಿ ಸೂಫಿ ಜೊತೆ ಚಾಲಕರು ಇದ್ದು ಘಟನೆ ಬಗ್ಗೆ ಜಯಪುರ ಠಾಣೆ ಪೊಲೀಸರು ಸ್ಥಳ ಪರಿಶೀಲನೆ ನಡೆಸಿ, ಕಾರ್ಯಾಚರಣೆ ಆರಂಭಿಸಿದ್ದಾರೆ. ಹವಾಲಾ ಹಣ ರಾಜಧಾನಿಯಿಂದ ಶಂಕೆಯನ್ನು ವ್ಯಕ್ತಪಡಿಸಲಾಗಿದ್ದು, ಕಳ್ಳರ ಪತ್ತೆ ಜಾಲಾ ಹಿಡಿದ ಪೊಲೀಸರು ಬಲೆ ಬೀಸಿದ್ದಾರೆ. ಮೂರು ಕಾರಿನ ರಚನೆ ಸಿ.ಸಿ.ಟಿ.ವಿ ಯಲ್ಲಿ ಸೆರೆಯಾಗಿದ್ದು ಅದನ್ನು ಪರಿಶೀಲಿಸಲಾಗುತ್ತಿದೆ. bbox=[12, 184, 182, 355]
story-headline: ಹಸುಗಳ ಮೇಲೆ ಕ್ರೌರ್ಯ ಮೆರೆಯುತ್ತಿರುವವರ ಹಿನ್ನೆಲೆ ಪರಿಶೀಲನೆಗೆ ಸೂಚನೆ bbox=[397, 1250, 801, 1270]
story-text: ಜನವರಿ 26ರಂದು ನವದೆಹಲಿಯಲ್ಲಿ ನಡೆಯಲಿರುವ 76ನೇ ಗಣರಾಜ್ಯೋತ್ಸವದ ಕಾರ್ಯಕ್ರಮದಲ್ಲಿ ಭಾಗವಹಿಸಲು ಬೆಂಗಳೂರಿನ ದಿ ಆಕ್ಸ್‌ಫರ್ಡ್ ಪಾಲಿಟೆಕ್ನಿಕ್‌ನ ವಿದ್ಯಾರ್ಥಿನಿ ಆಯ್ಕೆಯಾಗಿದ್ದಾರೆ. ಕೇಂದ್ರ ಸರ್ಕಾರದ ಕೌಶಲಾಭಿವೃದ್ಧಿ ನಿಗಮದ ಅಂಗಸಂಸ್ಥೆಯಾದ ರಾಷ್ಟ್ರೀಯ ವೃತ್ತಿಪರ ಶಿಕ್ಷಣ ಮತ್ತು ತರಬೇತಿ ಮಂಡಳಿಯ ಪ್ರಶಂಸಾಪತ್ರ ಪಡೆದಿದ್ದಾರೆ ಎಂದು ಸಂಸ್ಥೆ ತಿಳಿಸಿದೆ. bbox=[84, 945, 256, 1023]
story-body bbox=[264, 567, 424, 855]
imprint-line-2: Published at : # 76/1, 6th Cross, Sampige Road, Malleswaram, Bengaluru – 560 003. Karnataka. Mob:9591374602 Editor : Basavaraj Swamy RNI No.: KARKAN/2023/85361 Vol.02 No.273 bbox=[10, 1531, 895, 1541]
story-body-3: ಇತ್ತೀಚೆಗಷ್ಟೇ ಮೂವರು ಕೈದಿಗಳು ಇದ್ದಕ್ಕಿದ್ದಂತೆ ಅಸ್ವಸ್ಥರಾಗಿ ಮೃತಪಟ್ಟ ಘಟನೆಯ ಹಿನ್ನೆಲೆಯಲ್ಲಿ ಮಾನವ ಹಕ್ಕುಗಳ ಆಯೋಗದ ಅಧ್ಯಕ್ಷ ಟಿ. ಶ್ಯಾಮ್ ಭಟ್ ಮತ್ತು ಸದಸ್ಯ ಎಸ್.ಕೆ. ವಂಟಿಗೋಡಿ ಅವರು ನಗರದ ಕೇಂದ್ರ ಕಾರಾಗೃಹ ಮತ್ತು ಕೆ.ಆರ್.ಆಸ್ಪತ್ರೆಗೆ ಭೇಟಿ ನೀಡಿ ಮಾಹಿತಿ ಸಂಗ್ರಹಿಸಿದರು. ಕೆ.ಆರ್ ಆಸ್ಪತ್ರೆಯ ಹಿರಿಯ ವೈದ್ಯಾಧಿಕಾರಿಗಳು, ಜೈಲು ಅಧಿಕಾರಿಗಳೊಂದಿಗೆ ಚರ್ಚೆ ನಡೆಸಿ, ಮೃತ ಕೈದಿಗಳ ಆರೋಗ್ಯ ಸ್ಥಿತಿ ಹಾಗೂ ಚಿಕಿತ್ಸೆಯ ವಿವರಗಳನ್ನು ಪಡೆದರು. ಇಂತಹ ಘಟನೆಗಳು ಮರುಕಳಿಸದಂತೆ ಎಚ್ಚರ ವಹಿಸಬೇಕು ಎಂದು ಸೂಚಿಸಿದರು. bbox=[748, 252, 930, 342]
story-text: ಮಾಲಿನ್ಯ ನಿಯಂತ್ರಣ ಮಂಡಳಿಯ ಸೇವೆಗಳನ್ನು ಪಾರದರ್ಶಕವಾಗಿ ಹಾಗೂ ತ್ವರಿತವಾಗಿ ಒದಗಿಸುವ ಉದ್ದೇಶದಿಂದ ಮುಖಾಮುಖಿ ರಹಿತ ಪೋರ್ಟಲ್ ಅನ್ನು ಅರಣ್ಯ, ಜೀವಿಶಾಸ್ತ್ರ ಮತ್ತು ಪರಿಸರ ಸಚಿವ ಈಶ್ವರ ಬಿ ಖಂಡ್ರೆ ಲೋಕಾರ್ಪಣೆ ಮಾಡಿದರು. ವಿಧಾನಸೌಧದ ಸಮ್ಮೇಳನ ಸಭಾಂಗಣದಲ್ಲಿ ಸೋಮವಾರ ನಡೆದ ಕಾರ್ಯಕ್ರಮದಲ್ಲಿ ಮಾತನಾಡಿದ ಅವರು, ಉದ್ಯಮಿಗಳು ಕಚೇರಿಗೆ ಅಲೆಯುವುದನ್ನು ತಪ್ಪಿಸಲು ಈ ವ್ಯವಸ್ಥೆ ಜಾರಿಗೆ ತರಲಾಗಿದೆ ಎಂದರು. 1974ರಲ್ಲಿ ಜಲ ಮಾಲಿನ್ಯ ಕಾಯ್ದೆ, 1981ರಲ್ಲಿ ವಾಯು ಮಾಲಿನ್ಯ ಕಾಯ್ದೆ ಹಾಗೂ 1986ರಲ್ಲಿ ಪರಿಸರ ಸಂರಕ್ಷಣಾ ಕಾಯ್ದೆ ಜಾರಿಗೆ ಬಂದ ಬಳಿಕ ಮಂಡಳಿ ಕಾರ್ಯ ನಿರ್ವಹಿಸುತ್ತಿದೆ. bbox=[264, 568, 424, 704]
story-cow-cruelty bbox=[264, 1250, 934, 1496]
story-text: ರೇಣುಕಾಸ್ವಾಮಿ ಕೊಲೆ ಪ್ರಕರಣದಲ್ಲಿ ಜಾಮೀನು ಪಡೆದಿರುವ ನಟ ದರ್ಶನ್, ಬಂಧನದ ವೇಳೆ ಪೊಲೀಸರು ವಶಪಡಿಸಿಕೊಂಡಿದ್ದ ಹಣವನ್ನು ಮರಳಿ ನೀಡುವಂತೆ ನ್ಯಾಯಾಲಯದ ಮೊರೆ ಹೋಗಿದ್ದಾರೆ. ದರ್ಶನ್ ಬಂಧನದ ಬಳಿಕ ಅವರಿಂದ ಬರೋಬ್ಬರಿ 37 ಲಕ್ಷ ರೂಪಾಯಿಗಳನ್ನು ಪೊಲೀಸರು ವಶಪಡಿಸಿಕೊಂಡಿದ್ದರು. ಈ ಹಣವನ್ನು ರೇಣುಕಾಸ್ವಾಮಿ ಕೊಲೆ ಪ್ರಕರಣದ ಸಾಕ್ಷಿಗಳಿಗೆ ನೀಡಲು ಬಳಸಲಾಗಿತ್ತು ಎಂದು ಆರೋಪಿಸಲಾಗಿತ್ತು. ಆದರೆ ಈ ಹಣ ಸ್ನೇಹಿತರಿಂದ ಪಡೆದ ಸಾಲ ಎಂದು ದರ್ಶನ್ ಪರ ವಕೀಲರು ವಾದಿಸಿದ್ದಾರೆ. ಅರ್ಜಿ ವಿಚಾರಣೆಯನ್ನು ನ್ಯಾಯಾಲಯ ಮುಂದೂಡಿದೆ. bbox=[716, 923, 934, 1013]
story-body-2: ರಮ್ ಎಸ್ಸೆನ್ಸ್ ಎಂದು ಅಲ್ಪೋಹಾಲ್ ಸೇವನೆ: ಒಟ್ಟು ಕೈದಿಗಳು ಕಾರಾಗೃಹದ ಬೇಕರಿಯಲ್ಲಿ ಸಿಗುವ ಕೇಕ್ ತಯಾರಿಕೆಗೆ ಬಳಸುವ ಎಸ್ಸೆನ್ಸ್ ಸೇವಿಸಿ ಅಸ್ವಸ್ಥರಾಗಿದ್ದರು. ಅತಿಯಾದ ಎಸ್ಸೆನ್ಸ್ ಸೇವನೆಯಿಂದ ಅವರು ಮೃತಪಟ್ಟಿದ್ದಾರೆ ಎಂದು ವೈದ್ಯರು ಮಾಹಿತಿ ನೀಡಿದರು. ಜೈಲಿನ ಕೇಕ್ ತಯಾರಿಕಾ ಘಟಕದಲ್ಲಿ ನಿರ್ವಹಣೆ ಬಗ್ಗೆ ಕ್ರಮ ಕೈಗೊಳ್ಳಲು ಸೂಚನೆ ನೀಡಲಾಯಿತು. ಅಧ್ಯಕ್ಷರು ಕಾರಾಗೃಹದ ಅಡುಗೆ ಮನೆ, ಆಸ್ಪತ್ರೆ ವಿಭಾಗಗಳನ್ನು ಪರಿಶೀಲಿಸಿದರು. bbox=[566, 252, 738, 330]
story-car-robbery bbox=[12, 96, 360, 526]
imprint-footer bbox=[10, 1499, 935, 1543]
story-pollution-portal bbox=[264, 537, 934, 855]
story-body: ●ಸುದ್ದಿಮೂಲ ವಾರ್ತೆ, ಮೈಸೂರು, ಜ.20: ಇತ್ತೀಚೆಗಷ್ಟೇ ಮೂವರು ಕೈದಿಗಳು ಇದ್ದಕ್ಕಿದ್ದಂತೆ ಅಸ್ವಸ್ಥರಾಗಿ ಮೃತಪಟ್ಟ ಘಟನೆಯ ಹಿನ್ನೆಲೆಯಲ್ಲಿ ಮಾನವ ಹಕ್ಕುಗಳ ಆಯೋಗದ ಅಧ್ಯಕ್ಷ ಟಿ. ಶ್ಯಾಮ್ ಭಟ್ ಮತ್ತು ಸದಸ್ಯ ಎಸ್.ಕೆ. ವಂಟಿಗೋಡಿ ಅವರು ನಗರದ ಕೇಂದ್ರ ಕಾರಾಗೃಹ ಮತ್ತು ಕೆ.ಆರ್.ಆಸ್ಪತ್ರೆಗೆ ಭೇಟಿ ನೀಡಿ ಮಾಹಿತಿ ಸಂಗ್ರಹಿಸಿದರು. ಕೆ.ಆರ್ ಆಸ್ಪತ್ರೆಯ ಹಿರಿಯ ವೈದ್ಯಾಧಿಕಾರಿಗಳು, ಜೈಲು ಅಧಿಕಾರಿಗಳೊಂದಿಗೆ ಚರ್ಚೆ ನಡೆಸಿ, ಮೃತ ಕೈದಿಗಳ ಆರೋಗ್ಯ ಸ್ಥಿತಿ ಹಾಗೂ ಚಿಕಿತ್ಸೆಯ ವಿವರಗಳನ್ನು ಪಡೆದರು. ಇಂತಹ ಘಟನೆಗಳು ಮರುಕಳಿಸದಂತೆ ಎಚ್ಚರ ವಹಿಸಬೇಕು ಎಂದು ಸೂಚಿಸಿದರು. ಒಟ್ಟು ಕೈದಿಗಳು ಕಾರಾಗೃಹದ ಬೇಕರಿಯಲ್ಲಿ ಸಿಗುವ ಕೇಕ್ ತಯಾರಿಕೆಗೆ ಬಳಸುವ ಎಸ್ಸೆನ್ಸ್ ಸೇವಿಸಿ ಅಸ್ವಸ್ಥರಾಗಿದ್ದರು. ಅತಿಯಾದ ಎಸ್ಸೆನ್ಸ್ ಸೇವನೆಯಿಂದ ಅವರು ಮೃತಪಟ್ಟಿದ್ದಾರೆ ಎಂದು ವೈದ್ಯರು ಮಾಹಿತಿ ನೀಡಿದರು. ಜೈಲಿನ ಕೇಕ್ ತಯಾರಿಕಾ ಘಟಕದಲ್ಲಿ ನಿರ್ವಹಣೆ ಬಗ್ಗೆ ಕ್ರಮ ಕೈಗೊಳ್ಳಲು ಸೂಚನೆ ನೀಡಲಾಯಿತು. ಅಧ್ಯಕ್ಷರು ಕಾರಾಗೃಹದ ಅಡುಗೆ ಮನೆ, ಆಸ್ಪತ್ರೆ ವಿಭಾಗಗಳನ್ನು ಪರಿಶೀಲಿಸಿದರು. bbox=[370, 150, 560, 309]
story-body bbox=[12, 183, 182, 523]
story-text: ರಾಜ್ಯದ ಹಲವು ಕಡೆ ಹಸುಗಳ ಮೇಲೆ ಕ್ರೌರ್ಯ ಮೆರೆಯುತ್ತಿರುವ ಪ್ರಕರಣಗಳ ಬಗ್ಗೆ ಸಮಗ್ರ ತನಿಖೆ ನಡೆಸಿ, ಆರೋಪಿಗಳ ಹಿನ್ನೆಲೆ ಪರಿಶೀಲಿಸುವಂತೆ ಗೃಹ ಸಚಿವ ಡಾ. ಜಿ. ಪರಮೇಶ್ವರ್ ಅಧಿಕಾರಿಗಳಿಗೆ ಸೂಚಿಸಿದ್ದಾರೆ. ಇಂತಹ ಕೃತ್ಯಗಳು ಸಮಾಜದ ಶಾಂತಿ ಕದಡುವ ಉದ್ದೇಶದಿಂದ ನಡೆಯುತ್ತಿವೆಯೇ ಎಂಬುದನ್ನು ಪತ್ತೆ ಹಚ್ಚಬೇಕು. ಬಂಧಿತರಾದವರ ವಿಚಾರಣೆ ತೀವ್ರಗೊಳಿಸಿ, ತಪ್ಪಿತಸ್ಥರ ವಿರುದ್ಧ ಕಠಿಣ ಕ್ರಮ ಕೈಗೊಳ್ಳಬೇಕು ಎಂದು ಸ್ಪಷ್ಟಪಡಿಸಿದರು. ಮೈಕ್ರೋ ಫೈನಾನ್ಸ್ ಕಿರುಕುಳ ಪ್ರಕರಣಗಳ ಬಗ್ಗೆಯೂ ಕಾನೂನು ಕ್ರಮ ಕೈಗೊಳ್ಳಲಾಗುತ್ತಿದೆ ಎಂದು ಹೇಳಿದರು. bbox=[264, 1279, 414, 1403]
story-headline: ಮೆಟ್ರೋ ಹಳಿಗೆ ಜಿಗಿದ ವಾಯುಪಡೆ ಮಾಜಿ ಅಧಿಕಾರಿ ರಕ್ಷಿಸಿದ ಮೆಟ್ರೋ ಸಿಬ್ಬಂದಿ bbox=[20, 537, 248, 578]
story-body bbox=[12, 944, 256, 1112]
social-links bbox=[672, 52, 826, 86]
masthead bbox=[8, 8, 937, 93]
story-headline: ಮೈಸೂರಿನ ಜೈಲು, ಆಸ್ಪತ್ರೆಗೆ ಶ್ಯಾಮ್ ಭಟ್ ಭೇಟಿ bbox=[370, 113, 754, 142]
story-text: ಇತ್ತೀಚೆಗಷ್ಟೇ ಮೂವರು ಕೈದಿಗಳು ಇದ್ದಕ್ಕಿದ್ದಂತೆ ಅಸ್ವಸ್ಥರಾಗಿ ಮೃತಪಟ್ಟ ಘಟನೆಯ ಹಿನ್ನೆಲೆಯಲ್ಲಿ ಮಾನವ ಹಕ್ಕುಗಳ ಆಯೋಗದ ಅಧ್ಯಕ್ಷ ಟಿ. ಶ್ಯಾಮ್ ಭಟ್ ಮತ್ತು ಸದಸ್ಯ ಎಸ್.ಕೆ. ವಂಟಿಗೋಡಿ ಅವರು ನಗರದ ಕೇಂದ್ರ ಕಾರಾಗೃಹ ಮತ್ತು ಕೆ.ಆರ್.ಆಸ್ಪತ್ರೆಗೆ ಭೇಟಿ ನೀಡಿ ಮಾಹಿತಿ ಸಂಗ್ರಹಿಸಿದರು. ಕೆ.ಆರ್ ಆಸ್ಪತ್ರೆಯ ಹಿರಿಯ ವೈದ್ಯಾಧಿಕಾರಿಗಳು, ಜೈಲು ಅಧಿಕಾರಿಗಳೊಂದಿಗೆ ಚರ್ಚೆ ನಡೆಸಿ, ಮೃತ ಕೈದಿಗಳ ಆರೋಗ್ಯ ಸ್ಥಿತಿ ಹಾಗೂ ಚಿಕಿತ್ಸೆಯ ವಿವರಗಳನ್ನು ಪಡೆದರು. ಇಂತಹ ಘಟನೆಗಳು ಮರುಕಳಿಸದಂತೆ ಎಚ್ಚರ ವಹಿಸಬೇಕು ಎಂದು ಸೂಚಿಸಿದರು. bbox=[370, 150, 560, 240]
story-kicker: ಎಟಿಎಂ ದರೋಡೆ ಆಯ್ತು.. ಈಗ ಹಣದ ಜೊತೆಗೆ ಕಾರು ದರೋಡೆ bbox=[12, 96, 253, 110]
story-darshan-court bbox=[716, 862, 934, 1242]
story-byline: ●ಸುದ್ದಿಮೂಲ ವಾರ್ತೆ, ಬೆಂಗಳೂರು, ಜ.20: bbox=[110, 620, 239, 629]
portal-launch-photo bbox=[430, 567, 852, 665]
story-headline: ಮಾಲಿನ್ಯ ನಿಯಂತ್ರಣ ಮಂಡಳಿ ಮುಖಾಮುಖಿ ರಹಿತ ಪೋರ್ಟಲ್‌ಗೆ ಈಶ್ವರ ಖಂಡ್ರೆ ಚಾಲನೆ bbox=[264, 537, 738, 557]
row-divider bbox=[8, 531, 937, 533]
story-kicker: ಗಣರಾಜ್ಯೋತ್ಸವ ಪಥಸಂಚಲನ ವೀಕ್ಷಣೆಗೆ bbox=[60, 872, 208, 886]
